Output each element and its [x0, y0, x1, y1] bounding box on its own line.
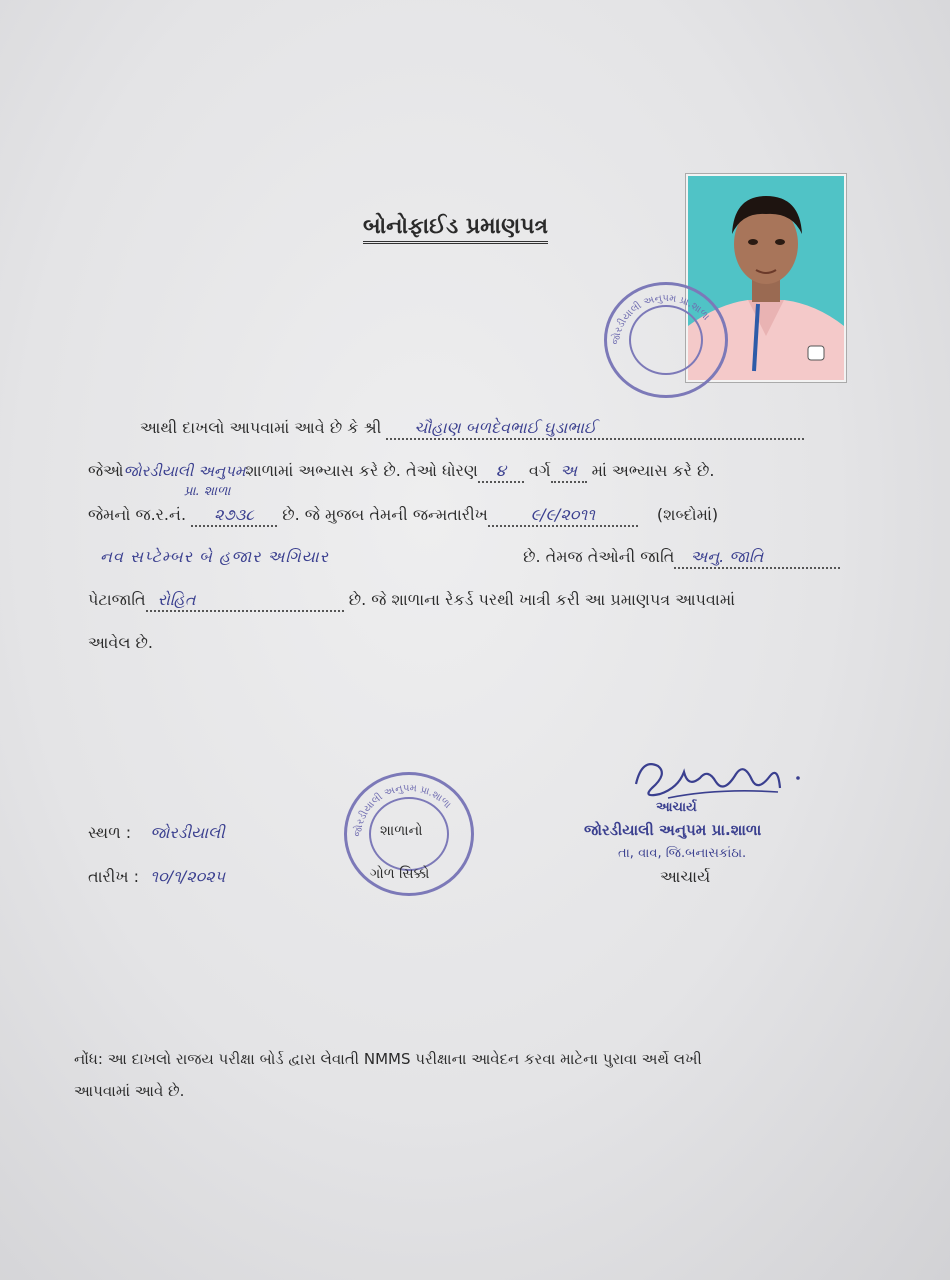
standard: ૪ [478, 461, 524, 483]
place-row [88, 823, 225, 843]
certificate-title: બોનોફાઈડ પ્રમાણપત્ર [363, 214, 548, 244]
place-value: જોરડીયાલી [150, 823, 225, 842]
note-line-1: નોંધ: આ દાખલો રાજય પરીક્ષા બોર્ડ દ્વારા લેવાતી NMMS પરીક્ષાના આવેદન કરવા માટેના પુરાવા અર્થે લખી [74, 1050, 702, 1068]
line3-mid: છે. જે મુજબ તેમની જન્મતારીખ [282, 505, 488, 524]
sub-caste: રોહિત [146, 590, 344, 612]
line-6: આવેલ છે. [88, 633, 153, 652]
school-name-sub: પ્રા. શાળા [184, 484, 231, 499]
line-5 [88, 590, 735, 612]
line3-prefix: જેમનો જ.ર.નં. [88, 505, 187, 524]
line5-prefix: પેટાજાતિ [88, 590, 146, 609]
line4-mid: છે. તેમજ તેઓની જાતિ [523, 547, 675, 566]
line1-prefix: આથી દાખલો આપવામાં આવે છે કે શ્રી [140, 418, 382, 437]
stamp-ring-text: જોરડીયાલી અનુપમ પ્રા.શાળા [610, 292, 712, 346]
stamp-below-label: ગોળ સિક્કો [370, 866, 430, 882]
line-1 [140, 418, 804, 440]
line2-mid2: વર્ગ [528, 461, 551, 480]
school-stamp-top [604, 282, 728, 398]
student-name: ચૌહાણ બળદેવભાઈ ઘુડાભાઈ [386, 418, 804, 440]
note-line-2: આપવામાં આવે છે. [74, 1082, 185, 1100]
line3-suffix: (શબ્દોમાં) [656, 505, 719, 524]
svg-text:જોરડીયાલી અનુપમ પ્રા.શાળા [609, 293, 712, 345]
division: અ [551, 461, 587, 483]
place-label: સ્થળ : [88, 823, 132, 842]
gr-number: ૨૭૩૮ [191, 505, 277, 527]
line2-prefix: જેઓ [88, 461, 124, 480]
line2-suffix: માં અભ્યાસ કરે છે. [591, 461, 715, 480]
line5-suffix: છે. જે શાળાના રેકર્ડ પરથી ખાત્રી કરી આ પ્રમાણપત્ર આપવામાં [348, 590, 736, 609]
sign-address: તા, વાવ, જિ.બનાસકાંઠા. [618, 846, 747, 861]
date-value: ૧૦/૧/૨૦૨૫ [150, 867, 226, 886]
stamp-bottom-ring-text: જોરડીયાલી અનુપમ પ્રા.શાળા [352, 782, 453, 838]
line2-mid: શાળામાં અભ્યાસ કરે છે. તેઓ ધોરણ [245, 461, 478, 480]
stamp-center-label: શાળાનો [380, 823, 423, 839]
sign-title: આચાર્ય [656, 800, 697, 815]
caste: અનુ. જાતિ [674, 547, 840, 569]
sign-school: જોરડીયાલી અનુપમ પ્રા.શાળા [584, 821, 762, 839]
date-label: તારીખ : [88, 867, 140, 886]
sign-role: આચાર્ય [660, 867, 711, 886]
line-4 [100, 547, 840, 569]
principal-signature [628, 748, 808, 812]
school-name-handwritten: જોરડીયાલી અનુપમ [123, 462, 246, 480]
birth-date-words: નવ સપ્ટેમ્બર બે હજાર અગિયાર [100, 547, 329, 566]
birth-date: ૯/૯/૨૦૧૧ [488, 505, 638, 527]
line-2 [88, 461, 714, 483]
date-row [88, 867, 225, 887]
line-3 [88, 505, 718, 527]
